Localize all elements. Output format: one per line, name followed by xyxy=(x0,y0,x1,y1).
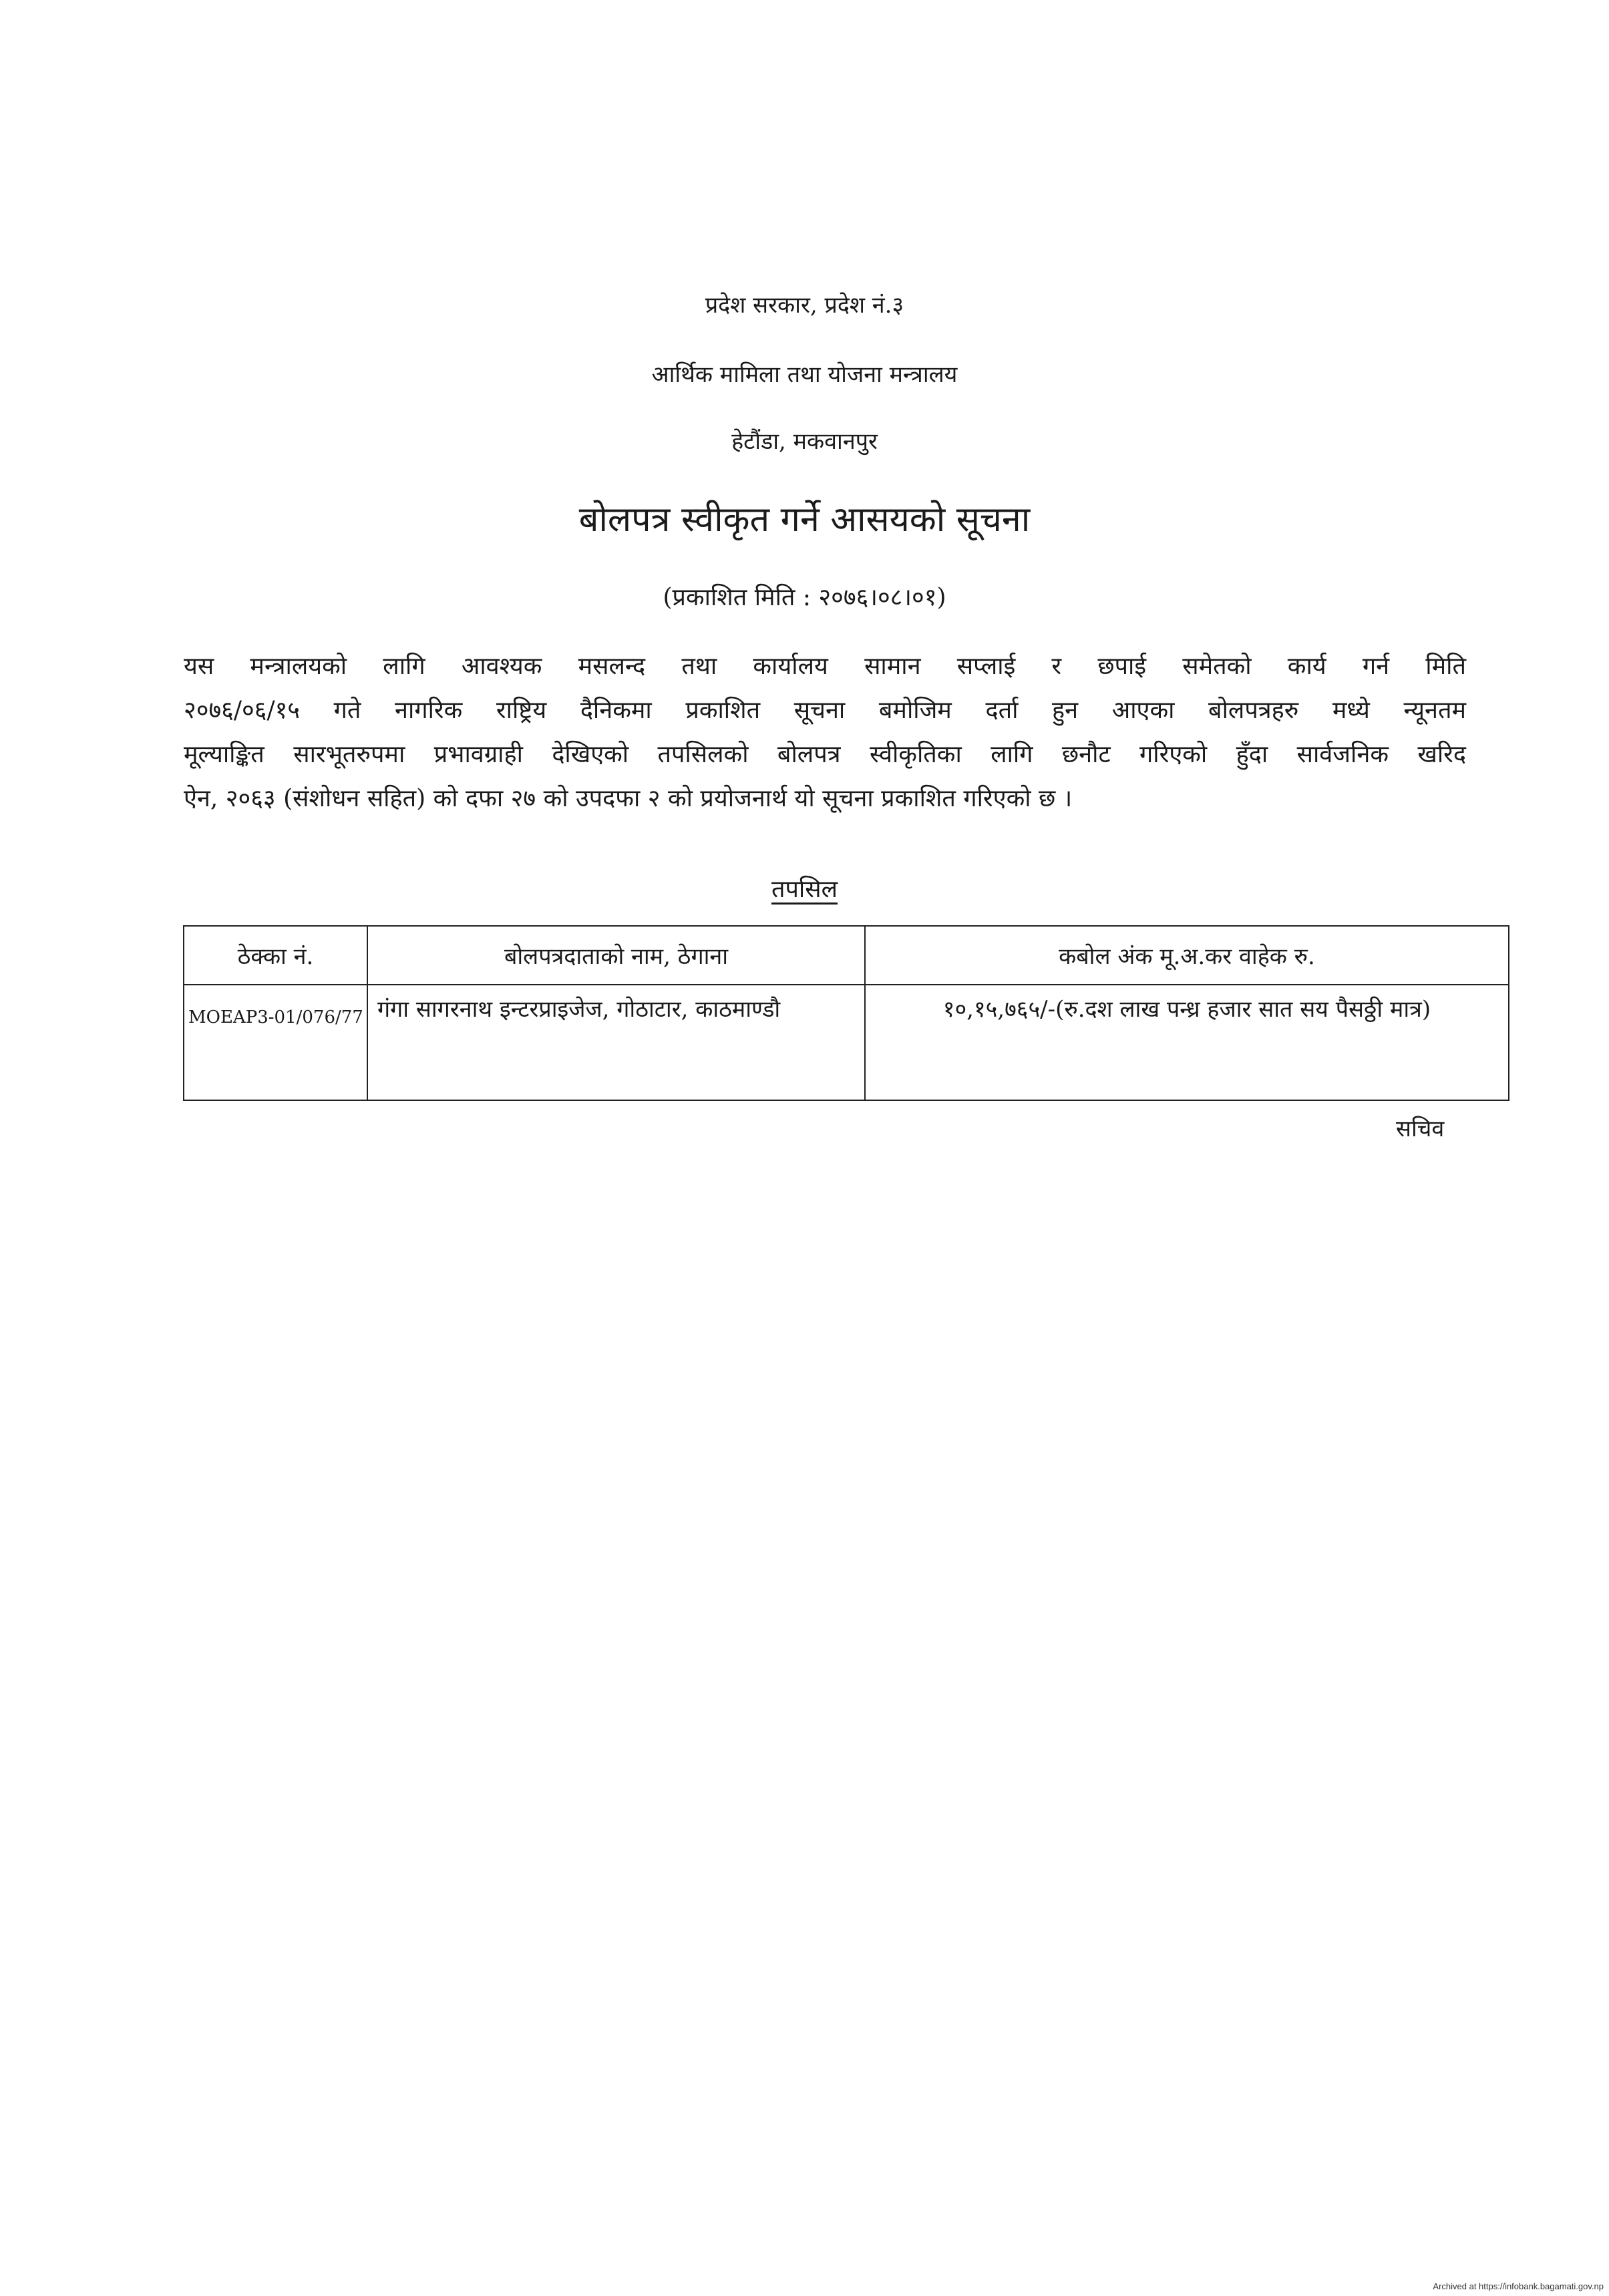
table-header-row xyxy=(184,926,1509,985)
schedule-heading-text: तपसिल xyxy=(771,876,838,903)
cell-bidder: गंगा सागरनाथ इन्टरप्राइजेज, गोठाटार, काठमाण्डौ xyxy=(367,985,865,1100)
document-title: बोलपत्र स्वीकृत गर्ने आसयको सूचना xyxy=(578,500,1031,540)
header-place: हेटौंडा, मकवानपुर xyxy=(731,428,878,455)
header-amount: कबोल अंक मू.अ.कर वाहेक रु. xyxy=(865,926,1509,985)
header-ministry: आर्थिक मामिला तथा योजना मन्त्रालय xyxy=(651,361,958,388)
cell-contract-no: MOEAP3-01/076/77 xyxy=(184,985,367,1100)
cell-amount: १०,१५,७६५/-(रु.दश लाख पन्ध्र हजार सात सय पैसठ्ठी मात्र) xyxy=(865,985,1509,1100)
notice-body-line: २०७६/०६/१५ गते नागरिक राष्ट्रिय दैनिकमा प्रकाशित सूचना बमोजिम दर्ता हुन आएका बोलपत्रहरु मध्ये न्यूनतम xyxy=(184,697,1466,724)
archive-note: Archived at https://infobank.bagamati.gov.np xyxy=(1433,2281,1604,2291)
notice-body-line: ऐन, २०६३ (संशोधन सहित) को दफा २७ को उपदफा २ को प्रयोजनार्थ यो सूचना प्रकाशित गरिएको छ । xyxy=(184,785,1073,812)
notice-body xyxy=(184,645,1466,821)
table-row xyxy=(184,985,1509,1100)
header-bidder: बोलपत्रदाताको नाम, ठेगाना xyxy=(367,926,865,985)
schedule-heading xyxy=(0,872,1609,905)
header-government: प्रदेश सरकार, प्रदेश नं.३ xyxy=(705,292,904,319)
signatory: सचिव xyxy=(1396,1116,1445,1142)
notice-body-line: यस मन्त्रालयको लागि आवश्यक मसलन्द तथा कार्यालय सामान सप्लाई र छपाई समेतको कार्य गर्न मिति xyxy=(184,653,1466,680)
header-contract-no: ठेक्का नं. xyxy=(184,926,367,985)
award-table xyxy=(183,925,1509,1101)
publication-date: (प्रकाशित मिति : २०७६।०८।०१) xyxy=(663,584,946,611)
notice-body-line: मूल्याङ्कित सारभूतरुपमा प्रभावग्राही देखिएको तपसिलको बोलपत्र स्वीकृतिका लागि छनौट गरिएको हुँदा सार्वजनिक खरिद xyxy=(184,741,1466,768)
